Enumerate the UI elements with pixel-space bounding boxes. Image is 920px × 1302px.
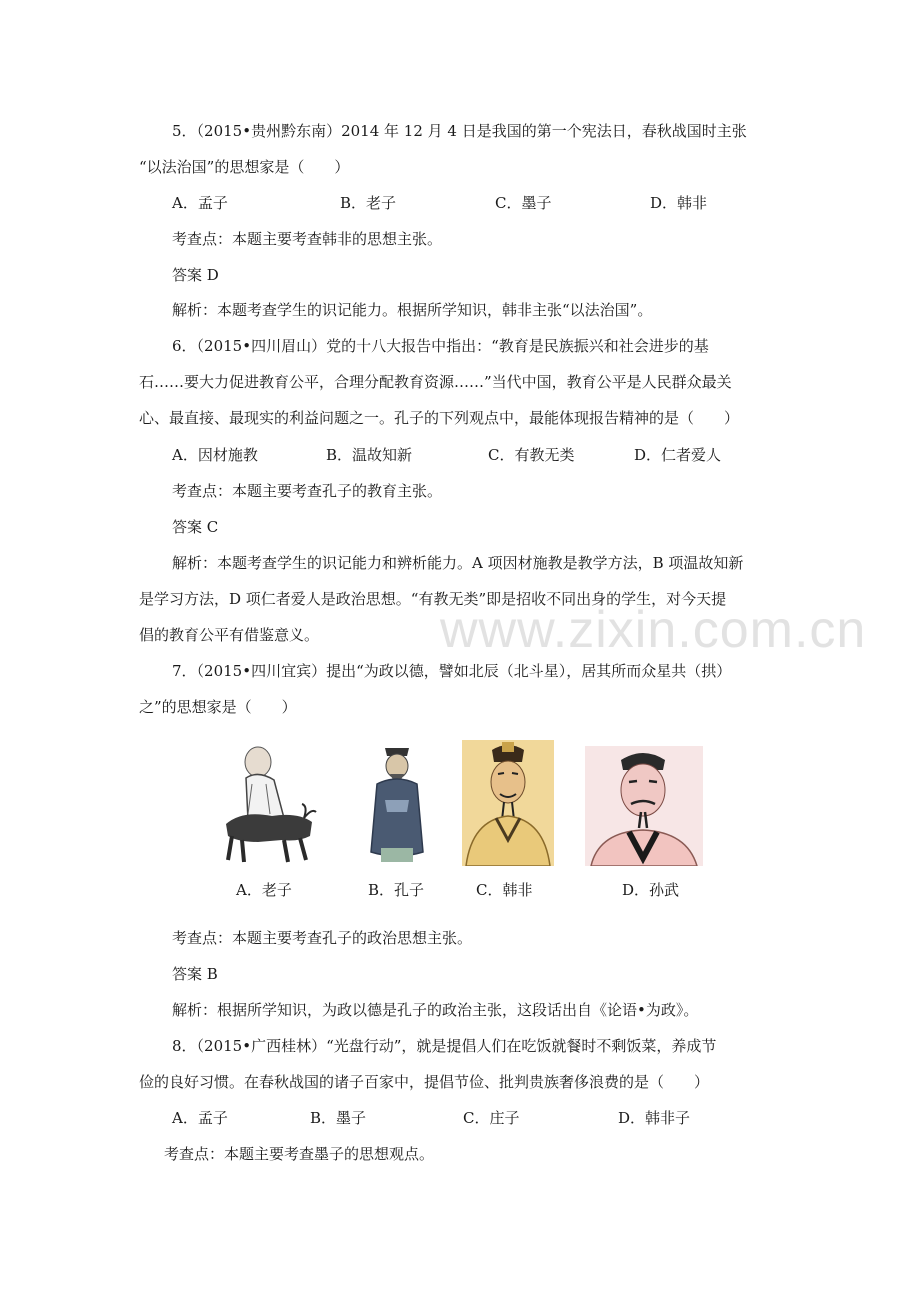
hanfei-image (462, 740, 554, 866)
q6-stem-line3: 心、最直接、最现实的利益问题之一。孔子的下列观点中，最能体现报告精神的是（ ） (139, 409, 740, 427)
q8-option-b: B．墨子 (310, 1109, 367, 1127)
q7-stem-line1: 7．（2015•四川宜宾）提出“为政以德，譬如北辰（北斗星），居其所而众星共（拱） (172, 662, 732, 680)
q5-analysis: 解析：本题考查学生的识记能力。根据所学知识，韩非主张“以法治国”。 (172, 301, 653, 319)
q5-stem-line1: 5．（2015•贵州黔东南）2014 年 12 月 4 日是我国的第一个宪法日，春秋战国时主张 (172, 122, 747, 140)
q6-option-c: C．有教无类 (488, 446, 575, 464)
q6-option-b: B．温故知新 (326, 446, 413, 464)
q5-answer: 答案 D (172, 266, 219, 284)
q8-option-d: D．韩非子 (618, 1109, 691, 1127)
confucius-image (363, 740, 431, 866)
q7-answer: 答案 B (172, 965, 218, 983)
q7-option-b: B．孔子 (368, 881, 425, 899)
q7-option-c: C．韩非 (476, 881, 533, 899)
q6-stem-line2: 石……要大力促进教育公平，合理分配教育资源……”当代中国，教育公平是人民群众最关 (139, 373, 732, 391)
q6-stem-line1: 6．（2015•四川眉山）党的十八大报告中指出：“教育是民族振兴和社会进步的基 (172, 337, 709, 355)
q6-analysis-line2: 是学习方法，D 项仁者爱人是政治思想。“有教无类”即是招收不同出身的学生，对今天提 (139, 590, 727, 608)
q8-stem-line2: 俭的良好习惯。在春秋战国的诸子百家中，提倡节俭、批判贵族奢侈浪费的是（ ） (139, 1073, 710, 1091)
q8-option-a: A．孟子 (172, 1109, 228, 1127)
q6-point: 考查点：本题主要考查孔子的教育主张。 (172, 482, 443, 500)
q6-answer: 答案 C (172, 518, 219, 536)
q7-option-a: A．老子 (236, 881, 292, 899)
q6-option-d: D．仁者爱人 (634, 446, 722, 464)
q5-option-d: D．韩非 (650, 194, 708, 212)
q7-analysis: 解析：根据所学知识，为政以德是孔子的政治主张，这段话出自《论语•为政》。 (172, 1001, 699, 1019)
q7-stem-line2: 之”的思想家是（ ） (139, 698, 297, 716)
watermark-text: www.zixin.com.cn (440, 601, 867, 659)
q7-point: 考查点：本题主要考查孔子的政治思想主张。 (172, 929, 473, 947)
q7-option-d: D．孙武 (622, 881, 680, 899)
q8-stem-line1: 8．（2015•广西桂林）“光盘行动”，就是提倡人们在吃饭就餐时不剩饭菜，养成节 (172, 1037, 717, 1055)
q5-option-a: A．孟子 (172, 194, 228, 212)
q5-point: 考查点：本题主要考查韩非的思想主张。 (172, 230, 443, 248)
q8-option-c: C．庄子 (463, 1109, 520, 1127)
q5-stem-line2: “以法治国”的思想家是（ ） (139, 158, 350, 176)
laozi-on-ox-image (218, 740, 318, 866)
q6-analysis-line1: 解析：本题考查学生的识记能力和辨析能力。A 项因材施教是教学方法，B 项温故知新 (172, 554, 744, 572)
q8-point: 考查点：本题主要考查墨子的思想观点。 (164, 1145, 435, 1163)
q5-option-c: C．墨子 (495, 194, 552, 212)
q5-option-b: B．老子 (340, 194, 397, 212)
q6-analysis-line3: 倡的教育公平有借鉴意义。 (139, 626, 320, 644)
q6-option-a: A．因材施教 (172, 446, 258, 464)
sunwu-image (585, 746, 703, 866)
